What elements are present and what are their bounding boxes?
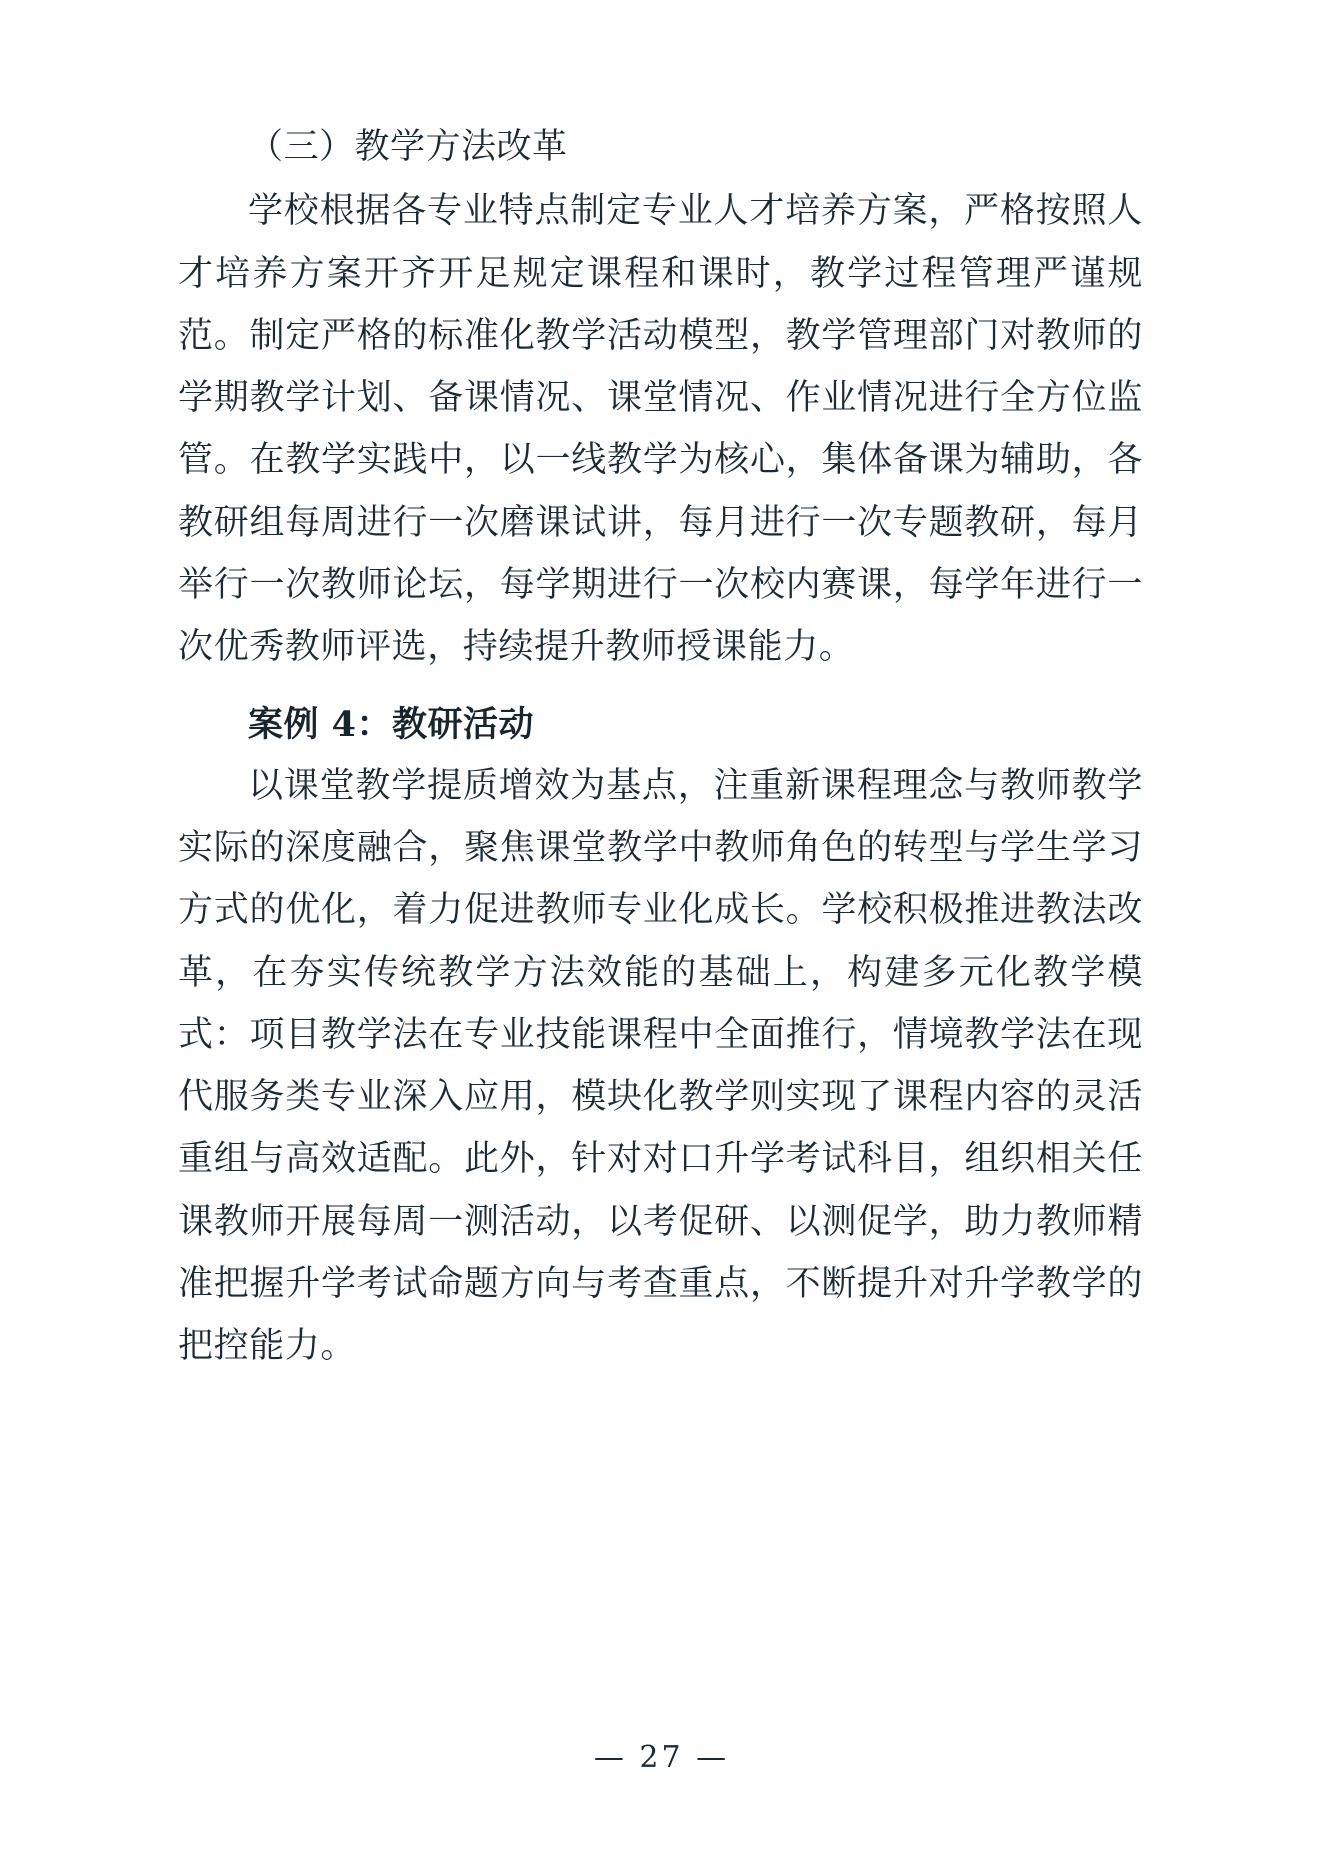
- page-number: — 27 —: [593, 1740, 730, 1775]
- document-body: [178, 120, 1143, 1378]
- paragraph-case-research-activity: 以课堂教学提质增效为基点，注重新课程理念与教师教学实际的深度融合，聚焦课堂教学中教师角色的转型与学生学习方式的优化，着力促进教师专业化成长。学校积极推进教法改革，在夯实传统教学方法效能的基础上，构建多元化教学模式：项目教学法在专业技能课程中全面推行，情境教学法在现代服务类专业深入应用，模块化教学则实现了课程内容的灵活重组与高效适配。此外，针对对口升学考试科目，组织相关任课教师开展每周一测活动，以考促研、以测促学，助力教师精准把握升学考试命题方向与考查重点，不断提升对升学教学的把控能力。: [178, 765, 1143, 1367]
- case-heading: 案例 4：教研活动: [248, 703, 535, 745]
- section-heading: （三）教学方法改革: [248, 127, 568, 167]
- paragraph-teaching-method-reform: 学校根据各专业特点制定专业人才培养方案，严格按照人才培养方案开齐开足规定课程和课时，教学过程管理严谨规范。制定严格的标准化教学活动模型，教学管理部门对教师的学期教学计划、备课情况、课堂情况、作业情况进行全方位监管。在教学实践中，以一线教学为核心，集体备课为辅助，各教研组每周进行一次磨课试讲，每月进行一次专题教研，每月举行一次教师论坛，每学期进行一次校内赛课，每学年进行一次优秀教师评选，持续提升教师授课能力。: [178, 191, 1143, 668]
